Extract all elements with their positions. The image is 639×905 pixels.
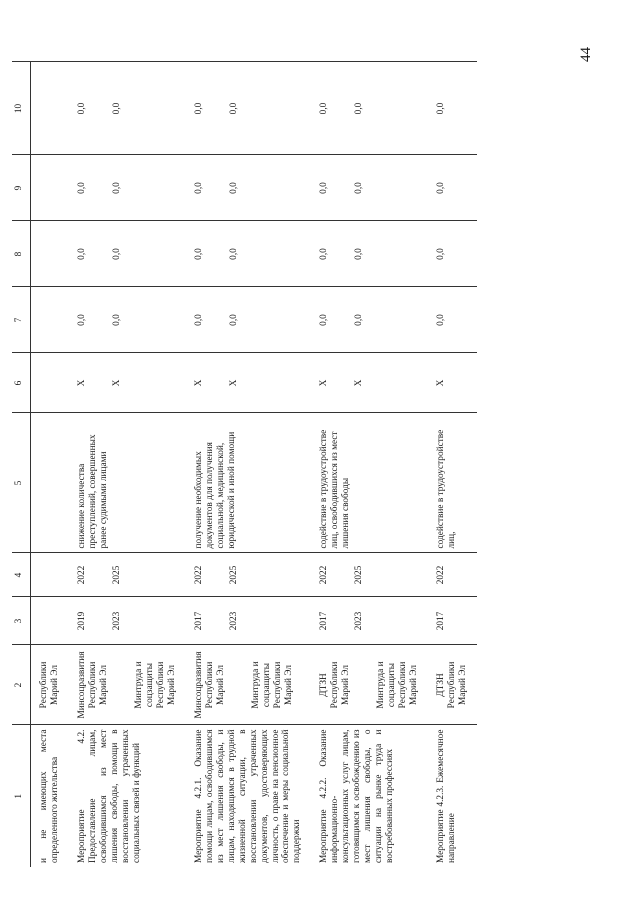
value-cell: 0,0 [428, 155, 477, 221]
expected-result: снижение количества преступлений, совершенных ранее судимыми лицами [69, 413, 186, 553]
executor [311, 645, 428, 725]
value-cell: 0,0 0,0 [311, 155, 428, 221]
header-row [12, 62, 31, 867]
col-header-5: 5 [12, 413, 31, 553]
expected-result: содействие в трудоустройстве лиц, освободившихся из мест лишения свободы [311, 413, 428, 553]
measure-name: Мероприятие 4.2.2. Оказание информационно-консультационных услуг лицам, готовящимся к освобождению из мест лишения свободы, о ситуации на рынке труда и востребованных профессиях [311, 725, 428, 867]
value-cell: 0,0 0,0 [311, 62, 428, 155]
table-row [428, 62, 477, 867]
value-cell: 0,0 [428, 62, 477, 155]
executor-first: Минсоцразвития Республики Марий Эл [76, 651, 109, 719]
value-cell: 0,0 0,0 [186, 155, 312, 221]
expected-result [31, 413, 69, 553]
rotated-table-frame [12, 62, 620, 867]
measure-name: Мероприятие 4.2.3. Ежемесячное направление [428, 725, 477, 867]
value-cell: 0,0 [428, 287, 477, 353]
end-year [31, 553, 69, 597]
value-cell: 0,0 0,0 [186, 221, 312, 287]
executor [69, 645, 186, 725]
mark-cell: X X [69, 353, 186, 413]
col-header-7: 7 [12, 287, 31, 353]
executor-first: Минсоцразвития Республики Марий Эл [193, 651, 226, 719]
col-header-4: 4 [12, 553, 31, 597]
col-header-8: 8 [12, 221, 31, 287]
executor-second: Минтруда и соцзащиты Республики Марий Эл [376, 661, 420, 709]
col-header-1: 1 [12, 725, 31, 867]
start-year: 2019 2023 [69, 597, 186, 645]
executor-first: ДТЗН Республики Марий Эл [319, 661, 352, 709]
col-header-2: 2 [12, 645, 31, 725]
executor-second: Минтруда и соцзащиты Республики Марий Эл [250, 661, 294, 709]
col-header-6: 6 [12, 353, 31, 413]
col-header-10: 10 [12, 62, 31, 155]
start-year [31, 597, 69, 645]
end-year: 2022 2025 [311, 553, 428, 597]
executor: ДТЗН Республики Марий Эл [428, 645, 477, 725]
table-row [69, 62, 186, 867]
expected-result: получение необходимых документов для получения социальной, медицинской, юридической и иной помощи [186, 413, 312, 553]
table-row [311, 62, 428, 867]
start-year: 2017 2023 [186, 597, 312, 645]
table-row [31, 62, 69, 867]
measure-name: Мероприятие 4.2.1. Оказание помощи лицам, освободившимся из мест лишения свободы, и лицам, находящимся в трудной жизненной ситуации, в восстановлении утраченных документов, удостоверяющих личность, о праве на пенсионное обеспечение и меры социальной поддержки [186, 725, 312, 867]
expected-result: содействие в трудоустройстве лиц, [428, 413, 477, 553]
executor-second: Минтруда и соцзащиты Республики Марий Эл [133, 661, 177, 709]
end-year: 2022 2025 [69, 553, 186, 597]
measures-table [12, 62, 477, 868]
value-cell: 0,0 0,0 [311, 221, 428, 287]
executor: Республики Марий Эл [31, 645, 69, 725]
page-number: 44 [578, 47, 594, 62]
start-year: 2017 [428, 597, 477, 645]
value-cell: 0,0 0,0 [186, 287, 312, 353]
mark-cell: X X [311, 353, 428, 413]
value-cell: 0,0 0,0 [69, 62, 186, 155]
value-cell: 0,0 0,0 [69, 287, 186, 353]
value-cell: 0,0 0,0 [69, 221, 186, 287]
table-row [186, 62, 312, 867]
executor [186, 645, 312, 725]
value-cell: 0,0 0,0 [311, 287, 428, 353]
col-header-3: 3 [12, 597, 31, 645]
value-cell: 0,0 [428, 221, 477, 287]
start-year: 2017 2023 [311, 597, 428, 645]
value-cell: 0,0 0,0 [69, 155, 186, 221]
mark-cell: X X [186, 353, 312, 413]
col-header-9: 9 [12, 155, 31, 221]
end-year: 2022 2025 [186, 553, 312, 597]
end-year: 2022 [428, 553, 477, 597]
mark-cell: X [428, 353, 477, 413]
value-cell: 0,0 0,0 [186, 62, 312, 155]
measure-name: Мероприятие 4.2. Предоставление лицам, освободившимся из мест лишения свободы, помощи в восстановлении утраченных социальных связей и функций [69, 725, 186, 867]
measure-name: и не имеющих места определенного жительства [31, 725, 69, 867]
